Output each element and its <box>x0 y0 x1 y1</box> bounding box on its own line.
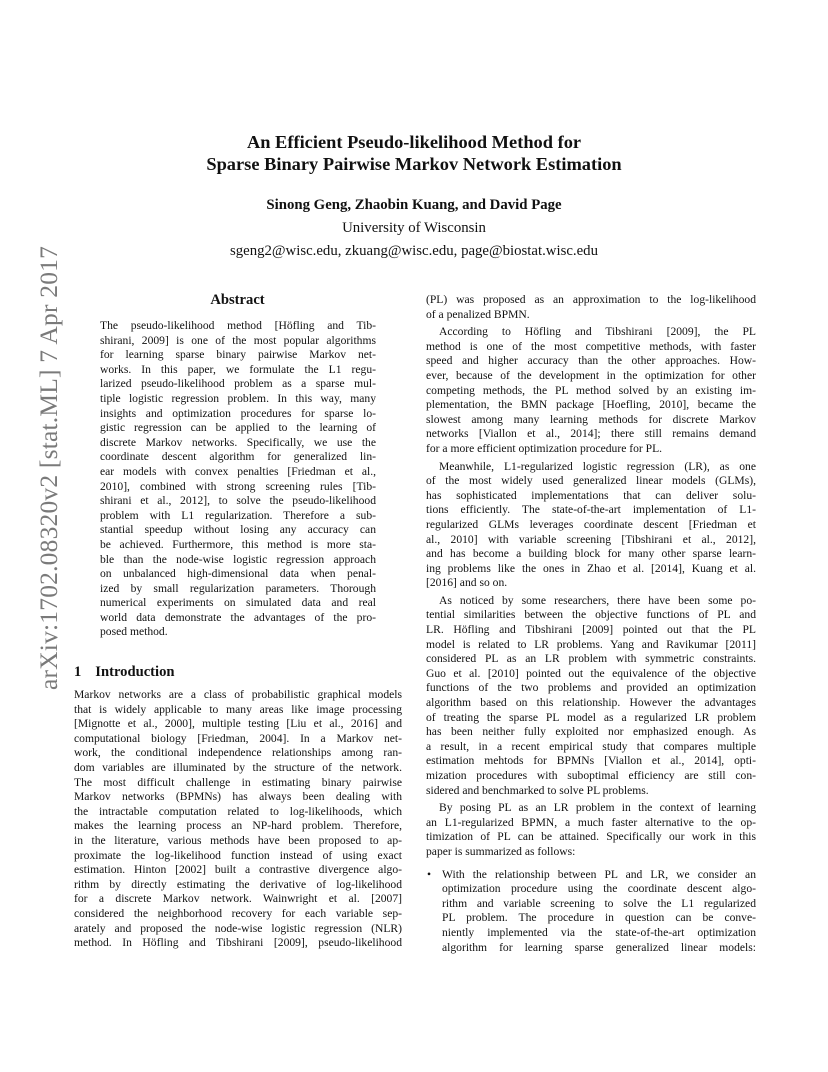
text-line: insights and optimization procedures for sparse lo- <box>100 406 376 420</box>
abstract-body <box>100 319 376 640</box>
text-line: The most difficult challenge in estimating binary pairwise <box>74 775 402 789</box>
text-line: PL problem. The procedure in question can be conve- <box>442 911 756 925</box>
text-line: dom variables are illuminated by the structure of the network. <box>74 760 402 774</box>
text-line: makes the learning process an NP-hard problem. Therefore, <box>74 819 402 833</box>
text-line: shirani, 2009] is one of the most popular algorithms <box>100 333 376 347</box>
text-line: an L1-regularized BPMN, a much faster alternative to the op- <box>426 815 756 829</box>
text-line: estimation mehtods for BPMNs [Viallon et al., 2014], opti- <box>426 754 756 768</box>
text-line: posed method. <box>100 625 168 639</box>
text-line: LR. Höfling and Tibshirani [2009] pointed out that the PL <box>426 623 756 637</box>
text-line: considered PL as an LR problem with symmetric constraints. <box>426 652 756 666</box>
text-line: considered the neighborhood recovery for each variable sep- <box>74 906 402 920</box>
text-line: computational biology [Friedman, 2004]. In a Markov net- <box>74 731 402 745</box>
text-line: shirani et al., 2012], to solve the pseudo-likelihood <box>100 494 376 508</box>
bullet-text <box>442 868 756 956</box>
section-number: 1 <box>74 664 82 680</box>
text-line: works. In this paper, we formulate the L1 regu- <box>100 362 376 376</box>
author-list: Sinong Geng, Zhaobin Kuang, and David Page <box>266 197 562 213</box>
author-emails: sgeng2@wisc.edu, zkuang@wisc.edu, page@biostat.wisc.edu <box>230 243 598 259</box>
text-line: numerical experiments on simulated data and real <box>100 596 376 610</box>
text-line: plementation, the BMN package [Hoefling, 2010], became the <box>426 398 756 412</box>
affiliation: University of Wisconsin <box>342 220 486 236</box>
text-line: rithm by directly estimating the derivative of log-likelihood <box>74 877 402 891</box>
text-line: has sophisticated implementations that can deliver solu- <box>426 488 756 502</box>
text-line: According to Höfling and Tibshirani [2009], the PL <box>439 325 756 339</box>
text-line: (PL) was proposed as an approximation to the log-likelihood <box>426 293 756 306</box>
intro-right-column <box>426 293 756 955</box>
title-line-2: Sparse Binary Pairwise Markov Network Estimation <box>206 154 622 174</box>
text-line: [Mignotte et al., 2000], multiple testing [Liu et al., 2016] and <box>74 717 402 731</box>
text-line: model is related to LR problems. Yang and Ravikumar [2011] <box>426 637 756 651</box>
text-line: has been neither fully exploited nor emphasized enough. As <box>426 725 756 739</box>
text-line: al., 2010] with variable screening [Tibshirani et al., 2012], <box>426 532 756 546</box>
text-line: coordinate descent algorithm for generalized lin- <box>100 450 376 464</box>
text-line: of treating the sparse PL model as a regularized LR problem <box>426 710 756 724</box>
text-line: rithm and variable screening to solve the L1 regularized <box>442 896 756 910</box>
bullet-icon: • <box>427 867 432 881</box>
text-line: larized pseudo-likelihood problem as a sparse mul- <box>100 377 376 391</box>
arxiv-identifier: arXiv:1702.08320v2 [stat.ML] 7 Apr 2017 <box>34 245 63 691</box>
text-line: competing methods, the PL method solved by an existing im- <box>426 383 756 397</box>
intro-left-column <box>74 688 402 951</box>
text-line: Markov networks are a class of probabilistic graphical models <box>74 688 402 701</box>
text-line: Meanwhile, L1-regularized logistic regression (LR), as one <box>439 459 756 473</box>
arxiv-side-label <box>28 245 70 691</box>
text-line: optimization procedure using the coordinate descent algo- <box>442 882 756 896</box>
text-line: sidered and benchmarked to solve PL problems. <box>426 783 649 797</box>
text-line: Guo et al. [2010] pointed out the equivalence of the objective <box>426 666 756 680</box>
text-line: estimation. Hinton [2002] built a contrastive divergence algo- <box>74 863 402 877</box>
text-line: 2010], combined with strong screening rules [Tib- <box>100 479 376 493</box>
text-line: ing problems like the ones in Zhao et al. [2014], Kuang et al. <box>426 561 756 575</box>
text-line: tiple logistic regression problem. In this way, many <box>100 391 376 405</box>
text-line: tions efficiently. The state-of-the-art implementation of L1- <box>426 503 756 517</box>
section-title: Introduction <box>95 664 175 680</box>
text-line: for a more efficient optimization procedure for PL. <box>426 441 663 455</box>
text-line: By posing PL as an LR problem in the context of learning <box>439 801 756 815</box>
text-line: for a discrete Markov network. Wainwright et al. [2007] <box>74 892 402 906</box>
text-line: As noticed by some researchers, there have been some po- <box>439 593 756 607</box>
text-line: the intractable computation related to log-likelihoods, which <box>74 804 402 818</box>
text-line: method is one of the most competitive methods, with faster <box>426 339 756 353</box>
text-line: niently implemented via the state-of-the-art optimization <box>442 925 756 939</box>
text-line: networks [Viallon et al., 2014]; there still remains demand <box>426 427 756 441</box>
section-heading <box>74 664 175 681</box>
paragraph-according <box>426 325 756 456</box>
abstract-heading: Abstract <box>210 292 265 308</box>
text-line: of a penalized BPMN. <box>426 307 530 321</box>
text-line: world data demonstrate the advantages of the pro- <box>100 610 376 624</box>
text-line: ear models with convex penalties [Friedman et al., <box>100 464 376 478</box>
text-line: algorithm for learning sparse generalized linear models: <box>442 940 756 954</box>
text-line: a result, in a recent empirical study that compares multiple <box>426 739 756 753</box>
paper-title <box>0 131 828 175</box>
text-line: on unbalanced high-dimensional data when penal- <box>100 567 376 581</box>
text-line: speed and higher accuracy than the other approaches. How- <box>426 354 756 368</box>
text-line: proximate the log-likelihood function instead of using exact <box>74 848 402 862</box>
text-line: in the literature, various methods have been proposed to ap- <box>74 833 402 847</box>
paragraph-meanwhile <box>426 460 756 591</box>
text-line: work, the conditional independence relationships among ran- <box>74 746 402 760</box>
text-line: problem with L1 regularization. Therefore a sub- <box>100 508 376 522</box>
text-line: regularized GLMs leverages coordinate descent [Friedman et <box>426 517 756 531</box>
text-line: of the most widely used generalized linear models (GLMs), <box>426 474 756 488</box>
text-line: ever, because of the development in the optimization for other <box>426 368 756 382</box>
text-line: mization procedures with suboptimal efficiency are still con- <box>426 769 756 782</box>
paragraph-pl-approx <box>426 293 756 322</box>
text-line: functions of the two problems and provided an optimization <box>426 681 756 695</box>
text-line: tential similarities between the objective functions of PL and <box>426 608 756 622</box>
text-line: and has become a building block for many other sparse learn- <box>426 547 756 561</box>
paragraph-noticed <box>426 594 756 798</box>
contribution-bullet <box>427 867 756 956</box>
text-line: be achieved. Furthermore, this method is more sta- <box>100 537 376 551</box>
title-line-1: An Efficient Pseudo-likelihood Method for <box>246 132 582 152</box>
text-line: gistic regression can be applied to the learning of <box>100 421 376 435</box>
text-line: stantial speedup without losing any accuracy can <box>100 523 376 537</box>
text-line: timization of PL can be attained. Specifically our work in this <box>426 830 756 844</box>
paragraph-posing <box>426 801 756 859</box>
text-line: paper is summarized as follows: <box>426 844 576 858</box>
text-line: slowest among many learning methods for discrete Markov <box>426 412 756 426</box>
text-line: ble than the node-wise logistic regression approach <box>100 552 376 566</box>
text-line: Markov networks (BPMNs) has always been dealing with <box>74 790 402 804</box>
text-line: [2016] and so on. <box>426 576 508 590</box>
text-line: algorithm based on this relationship. However the advantages <box>426 696 756 710</box>
text-line: for learning sparse binary pairwise Markov net- <box>100 348 376 362</box>
text-line: The pseudo-likelihood method [Höfling and Tib- <box>100 319 376 332</box>
text-line: method. In Höfling and Tibshirani [2009], pseudo-likelihood <box>74 936 402 950</box>
text-line: that is widely applicable to many areas like image processing <box>74 702 402 716</box>
text-line: discrete Markov networks. Specifically, we use the <box>100 435 376 449</box>
text-line: With the relationship between PL and LR, we consider an <box>442 867 756 881</box>
text-line: ized by small regularization parameters. Thorough <box>100 581 376 595</box>
text-line: arately and proposed the node-wise logistic regression (NLR) <box>74 921 402 935</box>
